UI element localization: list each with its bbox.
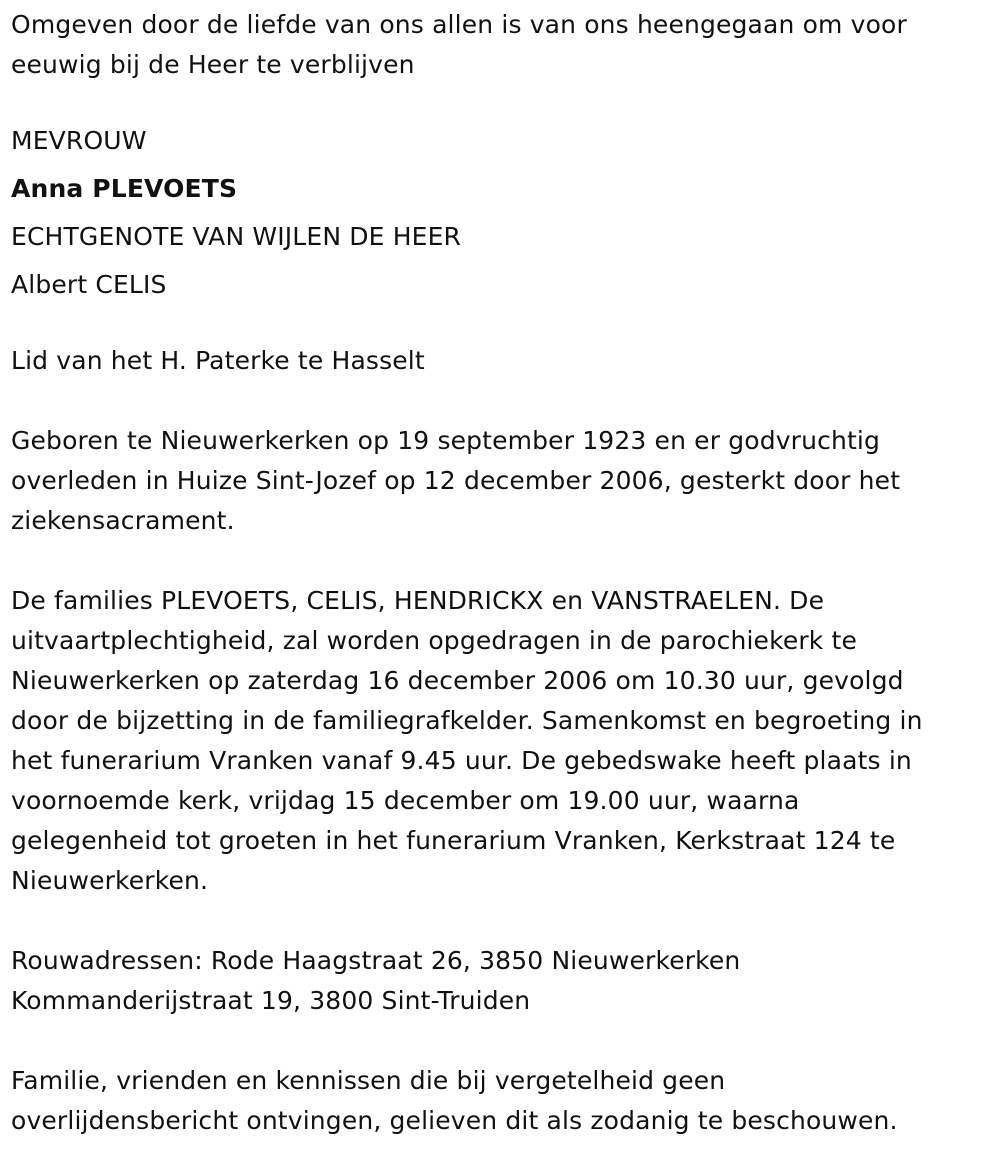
- membership-paragraph: Lid van het H. Paterke te Hasselt: [11, 346, 425, 375]
- spacer: [11, 381, 1000, 421]
- spouse-name: Albert CELIS: [11, 270, 167, 299]
- intro-paragraph: Omgeven door de liefde van ons allen is van ons heengegaan om voor eeuwig bij de Heer te verblijven: [11, 10, 907, 79]
- ceremony-paragraph: De families PLEVOETS, CELIS, HENDRICKX en VANSTRAELEN. De uitvaartplechtigheid, zal worden opgedragen in de parochiekerk te Nieuwerkerken op zaterdag 16 december 2006 om 10.30 uur, gevolgd door de bijzetting in de familiegrafkelder. Samenkomst en begroeting in het funerarium Vranken vanaf 9.45 uur. De gebedswake heeft plaats in voornoemde kerk, vrijdag 15 december om 19.00 uur, waarna gelegenheid tot groeten in het funerarium Vranken, Kerkstraat 124 te Nieuwerkerken.: [11, 586, 923, 895]
- addresses-paragraph: Rouwadressen: Rode Haagstraat 26, 3850 Nieuwerkerken Kommanderijstraat 19, 3800 Sint-Truiden: [11, 946, 741, 1015]
- spacer: [11, 901, 1000, 941]
- closing-paragraph: Familie, vrienden en kennissen die bij vergetelheid geen overlijdensbericht ontvingen, gelieven dit als zodanig te beschouwen.: [11, 1066, 898, 1135]
- title-line: MEVROUW: [11, 126, 147, 155]
- spacer: [11, 541, 1000, 581]
- relation-line: ECHTGENOTE VAN WIJLEN DE HEER: [11, 222, 462, 251]
- spacer: [11, 85, 1000, 117]
- birth-death-paragraph: Geboren te Nieuwerkerken op 19 september 1923 en er godvruchtig overleden in Huize Sint-Jozef op 12 december 2006, gesterkt door het ziekensacrament.: [11, 426, 901, 535]
- deceased-name: Anna PLEVOETS: [11, 174, 238, 203]
- name-block: [11, 117, 1000, 309]
- spacer: [11, 309, 1000, 341]
- spacer: [11, 1021, 1000, 1061]
